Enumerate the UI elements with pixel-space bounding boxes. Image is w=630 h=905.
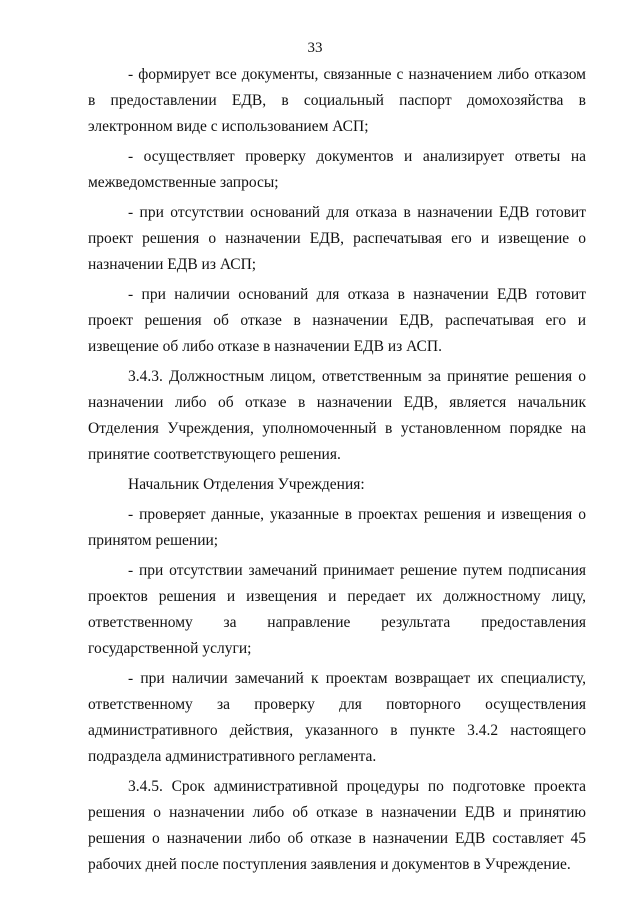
document-body	[88, 62, 586, 878]
paragraph-4: - при наличии оснований для отказа в назначении ЕДВ готовит проект решения об отказе в назначении ЕДВ, распечатывая его и извещение об либо отказе в назначении ЕДВ из АСП.	[88, 286, 586, 355]
paragraph-5: 3.4.3. Должностным лицом, ответственным за принятие решения о назначении либо об отказе в назначении ЕДВ, является начальник Отделения Учреждения, уполномоченный в установленном порядке на принятие соответствующего решения.	[88, 368, 586, 463]
paragraph-9: - при наличии замечаний к проектам возвращает их специалисту, ответственному за проверку для повторного осуществления административного действия, указанного в пункте 3.4.2 настоящего подраздела административного регламента.	[88, 670, 586, 765]
paragraph-6: Начальник Отделения Учреждения:	[128, 476, 365, 493]
paragraph-10: 3.4.5. Срок административной процедуры по подготовке проекта решения о назначении либо об отказе в назначении ЕДВ и принятию решения о назначении либо об отказе в назначении ЕДВ составляет 45 рабочих дней после поступления заявления и документов в Учреждение.	[88, 778, 586, 873]
paragraph-2: - осуществляет проверку документов и анализирует ответы на межведомственные запросы;	[88, 148, 586, 191]
paragraph-1: - формирует все документы, связанные с назначением либо отказом в предоставлении ЕДВ, в социальный паспорт домохозяйства в электронном виде с использованием АСП;	[88, 66, 586, 135]
paragraph-7: - проверяет данные, указанные в проектах решения и извещения о принятом решении;	[88, 506, 586, 549]
page-number: 33	[307, 40, 323, 56]
paragraph-8: - при отсутствии замечаний принимает решение путем подписания проектов решения и извещения и передает их должностному лицу, ответственному за направление результата предоставления государственной услуги;	[88, 562, 586, 657]
paragraph-3: - при отсутствии оснований для отказа в назначении ЕДВ готовит проект решения о назначении ЕДВ, распечатывая его и извещение о назначении ЕДВ из АСП;	[88, 204, 586, 273]
